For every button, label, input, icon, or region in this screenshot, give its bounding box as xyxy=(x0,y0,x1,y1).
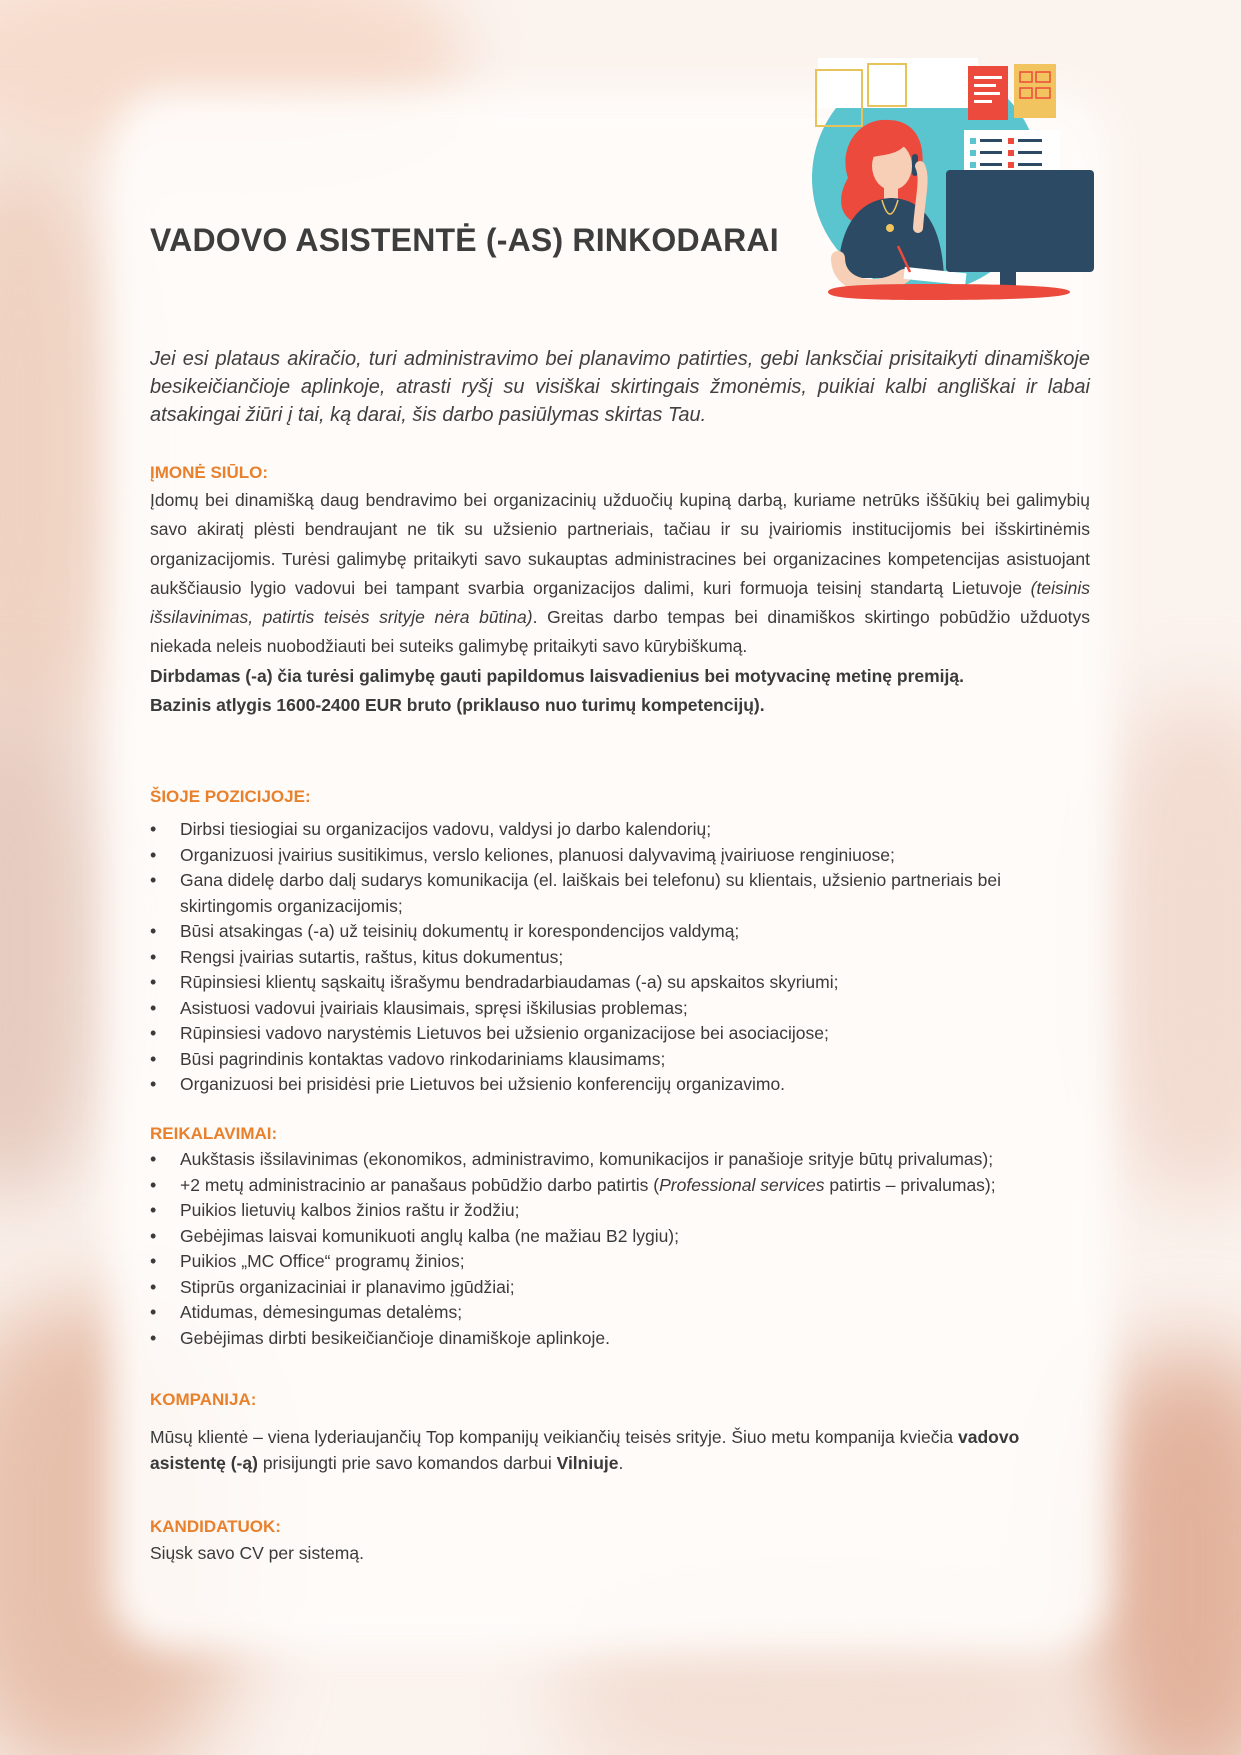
list-item: • Stiprūs organizaciniai ir planavimo įgūdžiai; xyxy=(150,1275,1090,1301)
list-item: • Organizuosi įvairius susitikimus, verslo keliones, planuosi dalyvavimą įvairiuose renginiuose; xyxy=(150,843,1090,869)
position-list xyxy=(150,817,1090,1098)
list-item: • Gana didelę darbo dalį sudarys komunikacija (el. laiškais bei telefonu) su klientais, užsienio partneriais bei skirtingomis organizacijomis; xyxy=(150,868,1090,919)
requirement-text-start: +2 metų administracinio ar panašaus pobūdžio darbo patirtis ( xyxy=(180,1174,660,1195)
requirements-heading: REIKALAVIMAI: xyxy=(150,1124,278,1143)
candidate-heading: KANDIDATUOK: xyxy=(150,1517,281,1536)
company-paragraph xyxy=(150,1424,1090,1476)
offer-bonus: Dirbdamas (-a) čia turėsi galimybę gauti papildomus laisvadienius bei motyvacinę metinę premiją. xyxy=(150,665,964,686)
offer-text-end: . Greitas darbo tempas bei dinamiškos skirtingo pobūdžio užduotys niekada neleis nuobodžiauti bei suteiks galimybę pritaikyti savo kūrybiškumą. xyxy=(150,607,1090,657)
company-section xyxy=(150,1388,1090,1476)
list-item: • Rengsi įvairias sutartis, raštus, kitus dokumentus; xyxy=(150,945,1090,971)
position-section xyxy=(150,785,1090,1098)
offer-text-italic: (teisinis išsilavinimas, patirtis teisės srityje nėra būtina) xyxy=(150,577,1090,628)
list-item: • Organizuosi bei prisidėsi prie Lietuvos bei užsienio konferencijų organizavimo. xyxy=(150,1072,1090,1098)
list-item xyxy=(150,1173,1090,1199)
company-role: vadovo asistentę (-ą) xyxy=(150,1427,1020,1473)
list-item: • Rūpinsiesi klientų sąskaitų išrašymu bendradarbiaudamas (-a) su apskaitos skyriumi; xyxy=(150,970,1090,996)
offer-text-start: Įdomų bei dinamišką daug bendravimo bei organizacinių užduočių kupiną darbą, kuriame netrūks iššūkių bei galimybių savo akiratį plėsti bendraujant ne tik su užsienio partneriais, tačiau ir su įvairiomis institucijomis bei išskirtinėmis organizacijomis. Turėsi galimybę pritaikyti savo sukauptas administracines bei organizacines kompetencijas asistuojant aukščiausio lygio vadovui bei tampant svarbia organizacijos dalimi, kuri formuoja teisinį standartą Lietuvoje xyxy=(150,490,1090,598)
list-item: • Dirbsi tiesiogiai su organizacijos vadovu, valdysi jo darbo kalendorių; xyxy=(150,817,1090,843)
requirements-section xyxy=(150,1122,1090,1351)
list-item: • Rūpinsiesi vadovo narystėmis Lietuvos bei užsienio organizacijose bei asociacijose; xyxy=(150,1021,1090,1047)
candidate-text: Siųsk savo CV per sistemą. xyxy=(150,1543,364,1563)
requirement-text-end: patirtis – privalumas); xyxy=(824,1174,996,1195)
list-item: • Gebėjimas dirbti besikeičiančioje dinamiškoje aplinkoje. xyxy=(150,1326,1090,1352)
requirements-list xyxy=(150,1147,1090,1351)
list-item: • Būsi pagrindinis kontaktas vadovo rinkodariniams klausimams; xyxy=(150,1047,1090,1073)
list-item: • Aukštasis išsilavinimas (ekonomikos, administravimo, komunikacijos ir panašioje srityje būtų privalumas); xyxy=(150,1147,1090,1173)
list-item: • Atidumas, dėmesingumas detalėms; xyxy=(150,1300,1090,1326)
list-item: • Puikios „MC Office“ programų žinios; xyxy=(150,1249,1090,1275)
candidate-section xyxy=(150,1515,1090,1566)
company-heading: KOMPANIJA: xyxy=(150,1390,257,1409)
list-item: • Gebėjimas laisvai komunikuoti anglų kalba (ne mažiau B2 lygiu); xyxy=(150,1224,1090,1250)
intro-paragraph: Jei esi plataus akiračio, turi administravimo bei planavimo patirties, gebi lanksčiai prisitaikyti dinamiškoje besikeičiančioje aplinkoje, atrasti ryšį su visiškai skirtingais žmonėmis, puikiai kalbi angliškai ir labai atsakingai žiūri į tai, ką darai, šis darbo pasiūlymas skirtas Tau. xyxy=(150,348,1090,426)
company-city: Vilniuje xyxy=(556,1453,619,1473)
page-title: VADOVO ASISTENTĖ (-AS) RINKODARAI xyxy=(150,222,779,258)
list-item: • Asistuosi vadovui įvairiais klausimais, spręsi iškilusias problemas; xyxy=(150,996,1090,1022)
offer-paragraph xyxy=(150,486,1090,662)
list-item: • Būsi atsakingas (-a) už teisinių dokumentų ir korespondencijos valdymą; xyxy=(150,919,1090,945)
company-text-2: prisijungti prie savo komandos darbui xyxy=(257,1453,557,1473)
position-heading: ŠIOJE POZICIJOJE: xyxy=(150,787,311,806)
requirement-text-italic: Professional services xyxy=(659,1174,825,1195)
offer-heading: ĮMONĖ SIŪLO: xyxy=(150,463,269,482)
offer-salary: Bazinis atlygis 1600-2400 EUR bruto (priklauso nuo turimų kompetencijų). xyxy=(150,695,765,716)
office-worker-illustration xyxy=(808,58,1094,320)
list-item: • Puikios lietuvių kalbos žinios raštu ir žodžiu; xyxy=(150,1198,1090,1224)
company-text-3: . xyxy=(618,1453,624,1473)
offer-section xyxy=(150,461,1090,720)
company-text-1: Mūsų klientė – viena lyderiaujančių Top kompanijų veikiančių teisės srityje. Šiuo metu kompanija kviečia xyxy=(150,1427,958,1447)
